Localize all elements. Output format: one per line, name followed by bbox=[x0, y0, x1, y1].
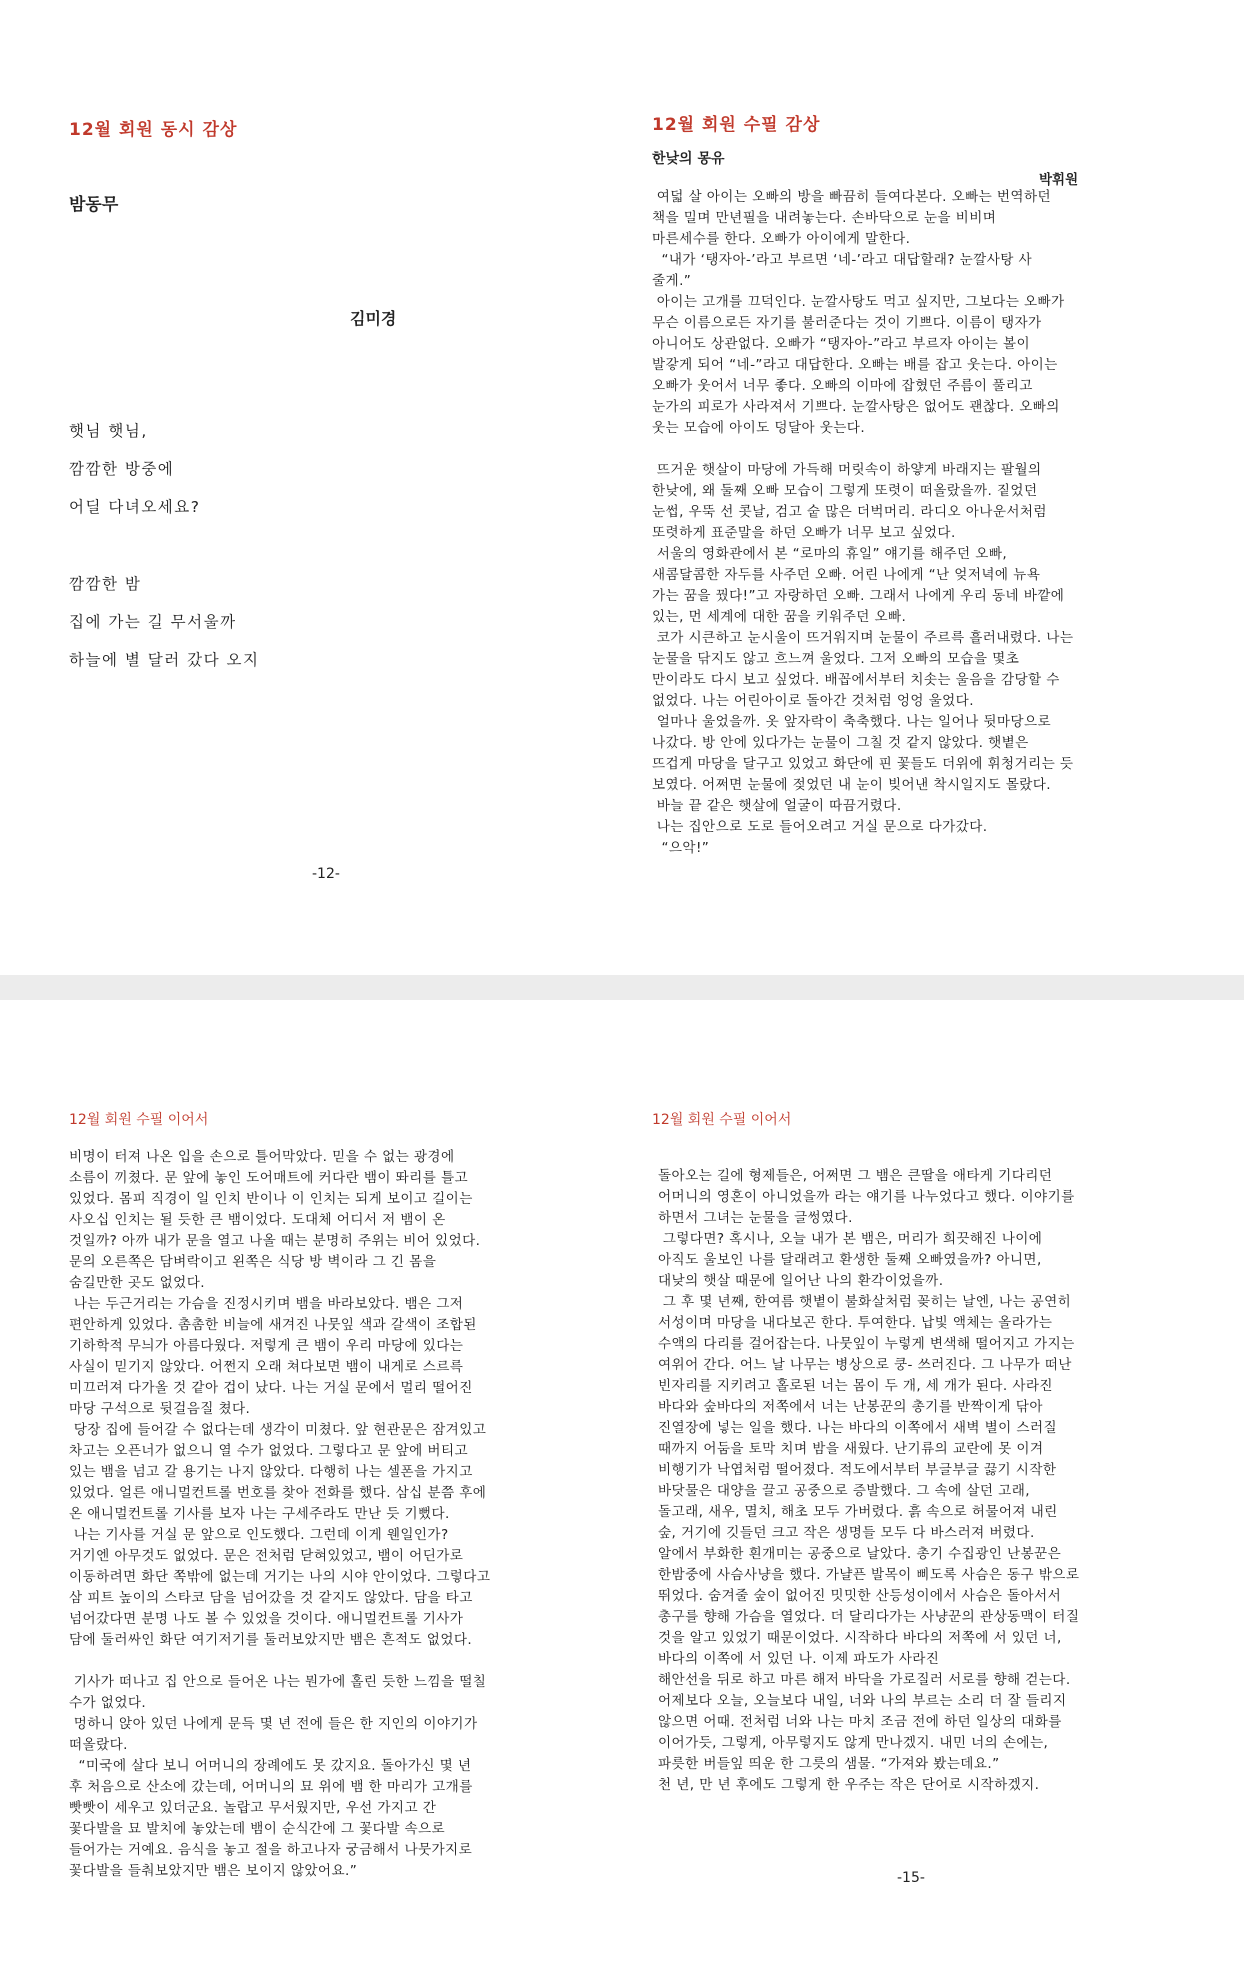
page-header: 12월 회원 수필 이어서 bbox=[652, 1112, 792, 1128]
page-divider bbox=[0, 975, 1244, 1000]
poem-line: 하늘에 별 달러 갔다 오지 bbox=[69, 651, 260, 669]
page-header: 12월 회원 수필 감상 bbox=[652, 115, 821, 135]
essay-body: 비명이 터져 나온 입을 손으로 틀어막았다. 믿을 수 없는 광경에 소름이 끼쳤다. 문 앞에 놓인 도어매트에 커다란 뱀이 똬리를 틀고 있었다. 몸피 직경이 일 인치 반이나 이 인치는 되게 보이고 길이는 사오십 인치는 될 듯한 큰 뱀이었다. 도대체 어디서 저 뱀이 온 것일까? 아까 내가 문을 열고 나올 때는 분명히 주위는 비어 있었다. 문의 오른쪽은 담벼락이고 왼쪽은 식당 방 벽이라 그 긴 몸을 숨길만한 곳도 없었다. 나는 두근거리는 가슴을 진정시키며 뱀을 바라보았다. 뱀은 그저 편안하게 있었다. 촘촘한 비늘에 새겨진 나뭇잎 색과 갈색이 조합된 기하학적 무늬가 아름다웠다. 저렇게 큰 뱀이 우리 마당에 있다는 사실이 믿기지 않았다. 어쩐지 오래 쳐다보면 뱀이 내게로 스르륵 미끄러져 다가올 것 같아 겁이 났다. 나는 거실 문에서 멀리 떨어진 마당 구석으로 뒷걸음질 쳤다. 당장 집에 들어갈 수 없다는데 생각이 미쳤다. 앞 현관문은 잠겨있고 차고는 오픈너가 없으니 열 수가 없었다. 그렇다고 문 앞에 버티고 있는 뱀을 넘고 갈 용기는 나지 않았다. 다행히 나는 셀폰을 가지고 있었다. 얼른 애니멀컨트롤 번호를 찾아 전화를 했다. 삼십 분쯤 후에 온 애니멀컨트롤 기사를 보자 나는 구세주라도 만난 듯 기뻤다. 나는 기사를 거실 문 앞으로 인도했다. 그런데 이게 웬일인가? 거기엔 아무것도 없었다. 문은 전처럼 닫혀있었고, 뱀이 어딘가로 이동하려면 화단 쪽밖에 없는데 거기는 나의 시야 안이었다. 그렇다고 삼 피트 높이의 스타코 담을 넘어갔을 것 같지도 않았다. 담을 타고 넘어갔다면 분명 나도 볼 수 있었을 것이다. 애니멀컨트롤 기사가 담에 둘러싸인 화단 여기저기를 둘러보았지만 뱀은 흔적도 없었다. 기사가 떠나고 집 안으로 들어온 나는 뭔가에 홀린 듯한 느낌을 떨칠 수가 없었다. 멍하니 앉아 있던 나에게 문득 몇 년 전에 들은 한 지인의 이야기가 떠올랐다. “미국에 살다 보니 어머니의 장례에도 못 갔지요. 돌아가신 몇 년 후 처음으로 산소에 갔는데, 어머니의 묘 위에 뱀 한 마리가 고개를 빳빳이 세우고 있더군요. 놀랍고 무서웠지만, 우선 가지고 간 꽃다발을 묘 발치에 놓았는데 뱀이 순식간에 그 꽃다발 속으로 들어가는 거예요. 음식을 놓고 절을 하고나자 궁금해서 나뭇가지로 꽃다발을 들춰보았지만 뱀은 보이지 않았어요.” bbox=[69, 1149, 491, 1879]
page-number: -12- bbox=[312, 866, 340, 882]
poem-author: 김미경 bbox=[350, 309, 397, 328]
page-header: 12월 회원 동시 감상 bbox=[69, 120, 238, 140]
bottom-spread bbox=[0, 1000, 1244, 1971]
page-header: 12월 회원 수필 이어서 bbox=[69, 1112, 209, 1128]
essay-author: 박휘원 bbox=[1039, 172, 1079, 188]
page-number: -15- bbox=[897, 1870, 925, 1886]
essay-body: 여덟 살 아이는 오빠의 방을 빠끔히 들여다본다. 오빠는 번역하던 책을 밀며 만년필을 내려놓는다. 손바닥으로 눈을 비비며 마른세수를 한다. 오빠가 아이에게 말한다. “내가 ‘탱자아-’라고 부르면 ‘네-’라고 대답할래? 눈깔사탕 사 줄게.” 아이는 고개를 끄덕인다. 눈깔사탕도 먹고 싶지만, 그보다는 오빠가 무슨 이름으로든 자기를 불러준다는 것이 기쁘다. 이름이 탱자가 아니어도 상관없다. 오빠가 “탱자아-”라고 부르자 아이는 볼이 발갛게 되어 “네-”라고 대답한다. 오빠는 배를 잡고 웃는다. 아이는 오빠가 웃어서 너무 좋다. 오빠의 이마에 잡혔던 주름이 풀리고 눈가의 피로가 사라져서 기쁘다. 눈깔사탕은 없어도 괜찮다. 오빠의 웃는 모습에 아이도 덩달아 웃는다. 뜨거운 햇살이 마당에 가득해 머릿속이 하얗게 바래지는 팔월의 한낮에, 왜 둘째 오빠 모습이 그렇게 또렷이 떠올랐을까. 짙었던 눈썹, 우뚝 선 콧날, 검고 숱 많은 더벅머리. 라디오 아나운서처럼 또렷하게 표준말을 하던 오빠가 너무 보고 싶었다. 서울의 영화관에서 본 “로마의 휴일” 얘기를 해주던 오빠, 새콤달콤한 자두를 사주던 오빠. 어린 나에게 “난 엊저녁에 뉴욕 가는 꿈을 꿨다!”고 자랑하던 오빠. 그래서 나에게 우리 동네 바깥에 있는, 먼 세계에 대한 꿈을 키워주던 오빠. 코가 시큰하고 눈시울이 뜨거워지며 눈물이 주르륵 흘러내렸다. 나는 눈물을 닦지도 않고 흐느껴 울었다. 그저 오빠의 모습을 몇초 만이라도 다시 보고 싶었다. 배꼽에서부터 치솟는 울음을 감당할 수 없었다. 나는 어린아이로 돌아간 것처럼 엉엉 울었다. 얼마나 울었을까. 옷 앞자락이 축축했다. 나는 일어나 뒷마당으로 나갔다. 방 안에 있다가는 눈물이 그칠 것 같지 않았다. 햇볕은 뜨겁게 마당을 달구고 있었고 화단에 핀 꽃들도 더위에 휘청거리는 듯 보였다. 어쩌면 눈물에 젖었던 내 눈이 빚어낸 착시일지도 몰랐다. 바늘 끝 같은 햇살에 얼굴이 따끔거렸다. 나는 집안으로 도로 들어오려고 거실 문으로 다가갔다. “으악!” bbox=[652, 189, 1074, 856]
essay-title: 한낮의 몽유 bbox=[652, 151, 725, 167]
poem-line: 어딜 다녀오세요? bbox=[69, 498, 201, 516]
page-13 bbox=[622, 0, 1244, 975]
page-12 bbox=[0, 0, 622, 975]
top-spread bbox=[0, 0, 1244, 975]
poem-line: 깜깜한 방중에 bbox=[69, 460, 175, 478]
poem-title: 밤동무 bbox=[69, 195, 119, 215]
poem-line: 깜깜한 밤 bbox=[69, 575, 142, 593]
essay-body: 돌아오는 길에 형제들은, 어쩌면 그 뱀은 큰딸을 애타게 기다리던 어머니의 영혼이 아니었을까 라는 얘기를 나누었다고 했다. 이야기를 하면서 그녀는 눈물을 글썽였다. 그렇다면? 혹시나, 오늘 내가 본 뱀은, 머리가 희끗해진 나이에 아직도 울보인 나를 달래려고 환생한 둘째 오빠였을까? 아니면, 대낮의 햇살 때문에 일어난 나의 환각이었을까. 그 후 몇 년째, 한여름 햇볕이 불화살처럼 꽂히는 날엔, 나는 공연히 서성이며 마당을 내다보곤 한다. 투여한다. 납빛 액체는 올라가는 수액의 다리를 걸어잡는다. 나뭇잎이 누렇게 변색해 떨어지고 가지는 여위어 간다. 어느 날 나무는 병상으로 쿵- 쓰러진다. 그 나무가 떠난 빈자리를 지키려고 홀로된 너는 몸이 두 개, 세 개가 된다. 사라진 바다와 숲바다의 저쪽에서 너는 난봉꾼의 총기를 반짝이게 닦아 진열장에 넣는 일을 했다. 나는 바다의 이쪽에서 새벽 별이 스러질 때까지 어둠을 토막 치며 밤을 새웠다. 난기류의 교란에 못 이겨 비행기가 낙엽처럼 떨어졌다. 적도에서부터 부글부글 끓기 시작한 바닷물은 대양을 끌고 공중으로 증발했다. 그 속에 살던 고래, 돌고래, 새우, 멸치, 해초 모두 가버렸다. 흙 속으로 허물어져 내린 숲, 거기에 깃들던 크고 작은 생명들 모두 다 바스러져 버렸다. 알에서 부화한 흰개미는 공중으로 날았다. 총기 수집광인 난봉꾼은 한밤중에 사슴사냥을 했다. 가냘픈 발목이 삐도록 사슴은 동구 밖으로 뛰었다. 숨겨줄 숲이 없어진 밋밋한 산등성이에서 사슴은 돌아서서 총구를 향해 가슴을 열었다. 더 달리다가는 사냥꾼의 관상동맥이 터질 것을 알고 있었기 때문이었다. 시작하다 바다의 저쪽에 서 있던 너, 바다의 이쪽에 서 있던 나. 이제 파도가 사라진 해안선을 뒤로 하고 마른 해저 바닥을 가로질러 서로를 향해 걷는다. 어제보다 오늘, 오늘보다 내일, 너와 나의 부르는 소리 더 잘 들리지 않으면 어때. 전처럼 너와 나는 마치 조금 전에 하던 일상의 대화를 이어가듯, 그렇게, 아무렇지도 않게 만나겠지. 내민 너의 손에는, 파릇한 버들잎 띄운 한 그릇의 샘물. “가져와 봤는데요.” 천 년, 만 년 후에도 그렇게 한 우주는 작은 단어로 시작하겠지. bbox=[658, 1168, 1080, 1793]
poem-line: 햇님 햇님, bbox=[69, 422, 148, 440]
poem-stanza-2 bbox=[69, 565, 259, 679]
poem-line: 집에 가는 길 무서울까 bbox=[69, 613, 237, 631]
page-14 bbox=[0, 1000, 622, 1971]
poem-stanza-1 bbox=[69, 412, 200, 526]
page-15 bbox=[622, 1000, 1244, 1971]
